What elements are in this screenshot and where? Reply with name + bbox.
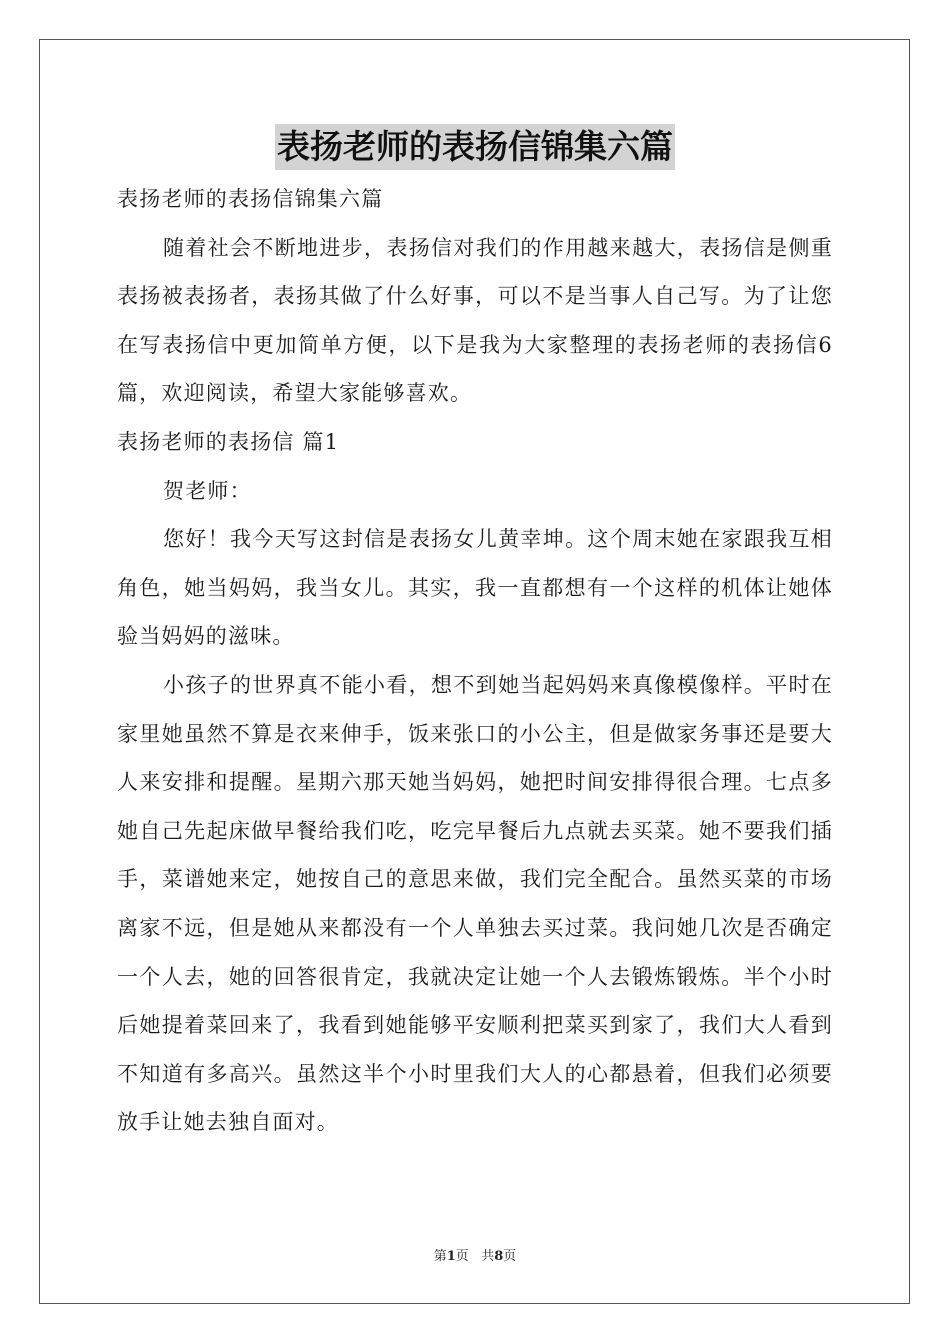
document-title: 表扬老师的表扬信锦集六篇	[275, 124, 675, 170]
page-total: 8	[494, 1249, 504, 1264]
page-suffix: 页	[455, 1249, 469, 1264]
section-heading: 表扬老师的表扬信 篇1	[117, 429, 340, 454]
body-paragraph-2: 小孩子的世界真不能小看，想不到她当起妈妈来真像模像样。平时在家里她虽然不算是衣来伸手，饭来张口的小公主，但是做家务事还是要大人来安排和提醒。星期六那天她当妈妈，她把时间安排得很合理。七点多她自己先起床做早餐给我们吃，吃完早餐后九点就去买菜。她不要我们插手，菜谱她来定，她按自己的意思来做，我们完全配合。虽然买菜的市场离家不远，但是她从来都没有一个人单独去买过菜。我问她几次是否确定一个人去，她的回答很肯定，我就决定让她一个人去锻炼锻炼。半个小时后她提着菜回来了，我看到她能够平安顺利把菜买到家了，我们大人看到不知道有多高兴。虽然这半个小时里我们大人的心都悬着，但我们必须要放手让她去独自面对。	[117, 672, 833, 1135]
page-prefix: 第	[433, 1249, 447, 1264]
intro-paragraph: 随着社会不断地进步，表扬信对我们的作用越来越大，表扬信是侧重表扬被表扬者，表扬其做了什么好事，可以不是当事人自己写。为了让您在写表扬信中更加简单方便，以下是我为大家整理的表扬老师的表扬信6篇，欢迎阅读，希望大家能够喜欢。	[117, 235, 833, 406]
total-suffix: 页	[503, 1249, 517, 1264]
total-prefix: 共	[481, 1249, 495, 1264]
page-number: 1	[446, 1249, 456, 1264]
title-container	[0, 124, 950, 170]
page-footer	[0, 1245, 950, 1264]
body-paragraph-1: 您好！我今天写这封信是表扬女儿黄幸坤。这个周末她在家跟我互相角色，她当妈妈，我当女儿。其实，我一直都想有一个这样的机体让她体验当妈妈的滋味。	[117, 527, 833, 649]
subtitle-line: 表扬老师的表扬信锦集六篇	[117, 187, 384, 211]
document-body	[117, 175, 833, 1147]
letter-salutation: 贺老师：	[163, 478, 252, 503]
